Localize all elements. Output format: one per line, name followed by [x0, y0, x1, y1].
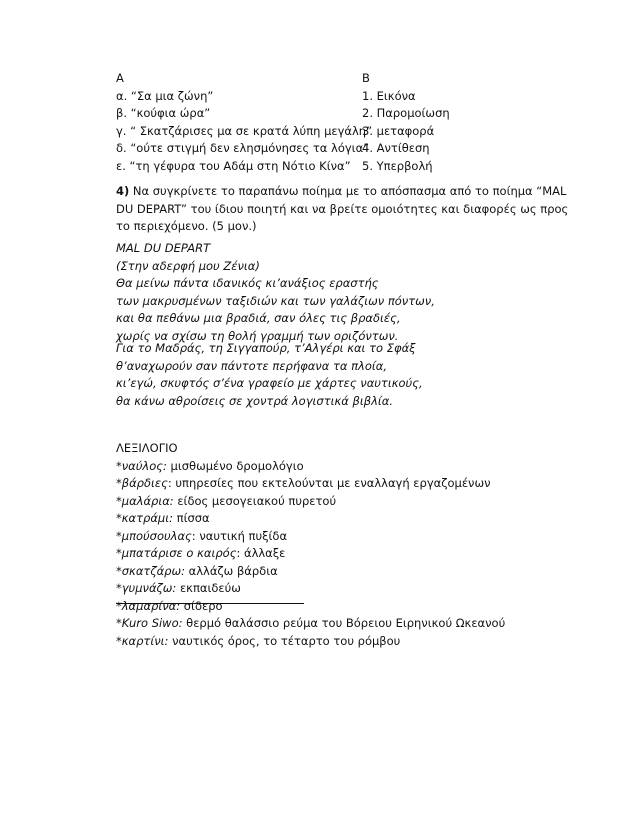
poem-verse: και θα πεθάνω μια βραδιά, σαν όλες τις βραδιές, — [116, 311, 401, 325]
glossary-entry — [116, 475, 536, 493]
question-line: DU DEPART” του ίδιου ποιητή και να βρείτε ομοιότητες και διαφορές ως προς — [116, 201, 569, 216]
poem-verse: Για το Μαδράς, τη Σιγγαπούρ, τ’Αλγέρι και το Σφάξ — [116, 341, 416, 355]
column-b-header: Β — [362, 71, 370, 85]
glossary-entry — [116, 615, 536, 633]
glossary-marker: * — [116, 493, 122, 508]
glossary-term: γυμνάζω: — [121, 581, 177, 595]
glossary-entry — [116, 493, 536, 511]
column-b-item: 3. μεταφορά — [362, 123, 435, 138]
glossary-definition: : υπηρεσίες που εκτελούνται με εναλλαγή εργαζομένων — [167, 476, 491, 490]
column-b-item: 2. Παρομοίωση — [362, 106, 450, 120]
glossary-definition: αλλάζω βάρδια — [184, 563, 278, 578]
matching-exercise — [116, 70, 526, 180]
glossary — [116, 440, 536, 650]
glossary-marker: * — [116, 616, 122, 630]
glossary-definition: : άλλαξε — [236, 546, 286, 560]
column-a — [116, 70, 373, 175]
glossary-entry — [116, 458, 536, 476]
column-a-item: α. “Σα μια ζώνη” — [116, 88, 214, 103]
poem-stanza-1 — [116, 240, 536, 345]
glossary-definition: θερμό θαλάσσιο ρεύμα του Βόρειου Ειρηνικού Ωκεανού — [182, 616, 506, 630]
column-b-item: 1. Εικόνα — [362, 88, 416, 103]
column-a-item: γ. “ Σκατζάρισες μα σε κρατά λύπη μεγάλη” — [116, 123, 373, 138]
column-a-item: ε. “τη γέφυρα του Αδάμ στη Νότιο Κίνα” — [116, 158, 351, 173]
question-text: Να συγκρίνετε το παραπάνω ποίημα με το απόσπασμα από το ποίημα “MAL — [129, 184, 567, 198]
glossary-definition: πίσσα — [173, 511, 210, 525]
glossary-definition: μισθωμένο δρομολόγιο — [166, 458, 304, 473]
poem-dedication: (Στην αδερφή μου Ζένια) — [116, 258, 260, 273]
glossary-definition: ναυτικός όρος, το τέταρτο του ρόμβου — [168, 633, 401, 648]
glossary-marker: * — [116, 581, 122, 595]
glossary-marker: * — [116, 546, 122, 560]
column-a-item: δ. “ούτε στιγμή δεν ελησμόνησες τα λόγια” — [116, 141, 370, 155]
glossary-marker: * — [116, 563, 122, 578]
glossary-entry — [116, 563, 536, 581]
glossary-definition: είδος μεσογειακού πυρετού — [173, 493, 337, 508]
glossary-term: σκατζάρω: — [121, 563, 185, 578]
question-line — [116, 183, 567, 201]
glossary-entry — [116, 580, 536, 598]
document-page — [116, 70, 569, 648]
glossary-term: λαμαρίνα: — [121, 598, 181, 613]
glossary-marker: * — [116, 528, 122, 543]
glossary-entry — [116, 598, 536, 616]
poem-verse: Θα μείνω πάντα ιδανικός κι’ανάξιος εραστής — [116, 276, 379, 290]
glossary-definition: : ναυτική πυξίδα — [191, 528, 288, 543]
column-b — [362, 70, 532, 175]
poem-verse: χωρίς να σχίσω τη θολή γραμμή των οριζόντων. — [116, 328, 399, 343]
glossary-marker: * — [116, 598, 122, 613]
glossary-marker: * — [116, 633, 122, 648]
poem-stanza-2 — [116, 340, 536, 410]
glossary-term: μαλάρια: — [121, 493, 174, 508]
glossary-term: Kuro Siwo: — [121, 616, 183, 630]
glossary-term: ναύλος: — [121, 458, 167, 473]
glossary-entry — [116, 510, 536, 528]
poem-title: MAL DU DEPART — [116, 241, 211, 255]
glossary-term: καρτίνι: — [121, 633, 169, 648]
glossary-marker: * — [116, 458, 122, 473]
poem-verse: θα κάνω αθροίσεις σε χοντρά λογιστικά βιβλία. — [116, 393, 394, 408]
poem-verse: κι’εγώ, σκυφτός σ’ένα γραφείο με χάρτες ναυτικούς, — [116, 376, 423, 390]
glossary-term: μπούσουλας — [121, 528, 192, 543]
poem-verse: των μακρυσμένων ταξιδιών και των γαλάζιων πόντων, — [116, 293, 435, 308]
glossary-term: βάρδιες — [121, 476, 168, 490]
glossary-entry — [116, 545, 536, 563]
glossary-definition: σίδερο — [180, 598, 223, 613]
glossary-marker: * — [116, 476, 122, 490]
column-b-item: 5. Υπερβολή — [362, 158, 433, 173]
glossary-term: μπατάρισε ο καιρός — [121, 546, 237, 560]
glossary-definition: εκπαιδεύω — [176, 581, 241, 595]
question-line: το περιεχόμενο. (5 μον.) — [116, 219, 257, 233]
glossary-entry — [116, 633, 536, 651]
column-b-item: 4. Αντίθεση — [362, 141, 430, 155]
column-a-item: β. “κούφια ώρα” — [116, 106, 211, 120]
column-a-header: Α — [116, 71, 124, 85]
glossary-entry — [116, 528, 536, 546]
question-number: 4) — [116, 184, 130, 198]
poem-verse: θ’αναχωρούν σαν πάντοτε περήφανα τα πλοία, — [116, 358, 388, 373]
glossary-marker: * — [116, 511, 122, 525]
footnote-divider — [116, 603, 304, 604]
glossary-term: κατράμι: — [121, 511, 173, 525]
question-4 — [116, 183, 569, 236]
glossary-title: ΛΕΞΙΛΟΓΙΟ — [116, 441, 178, 455]
